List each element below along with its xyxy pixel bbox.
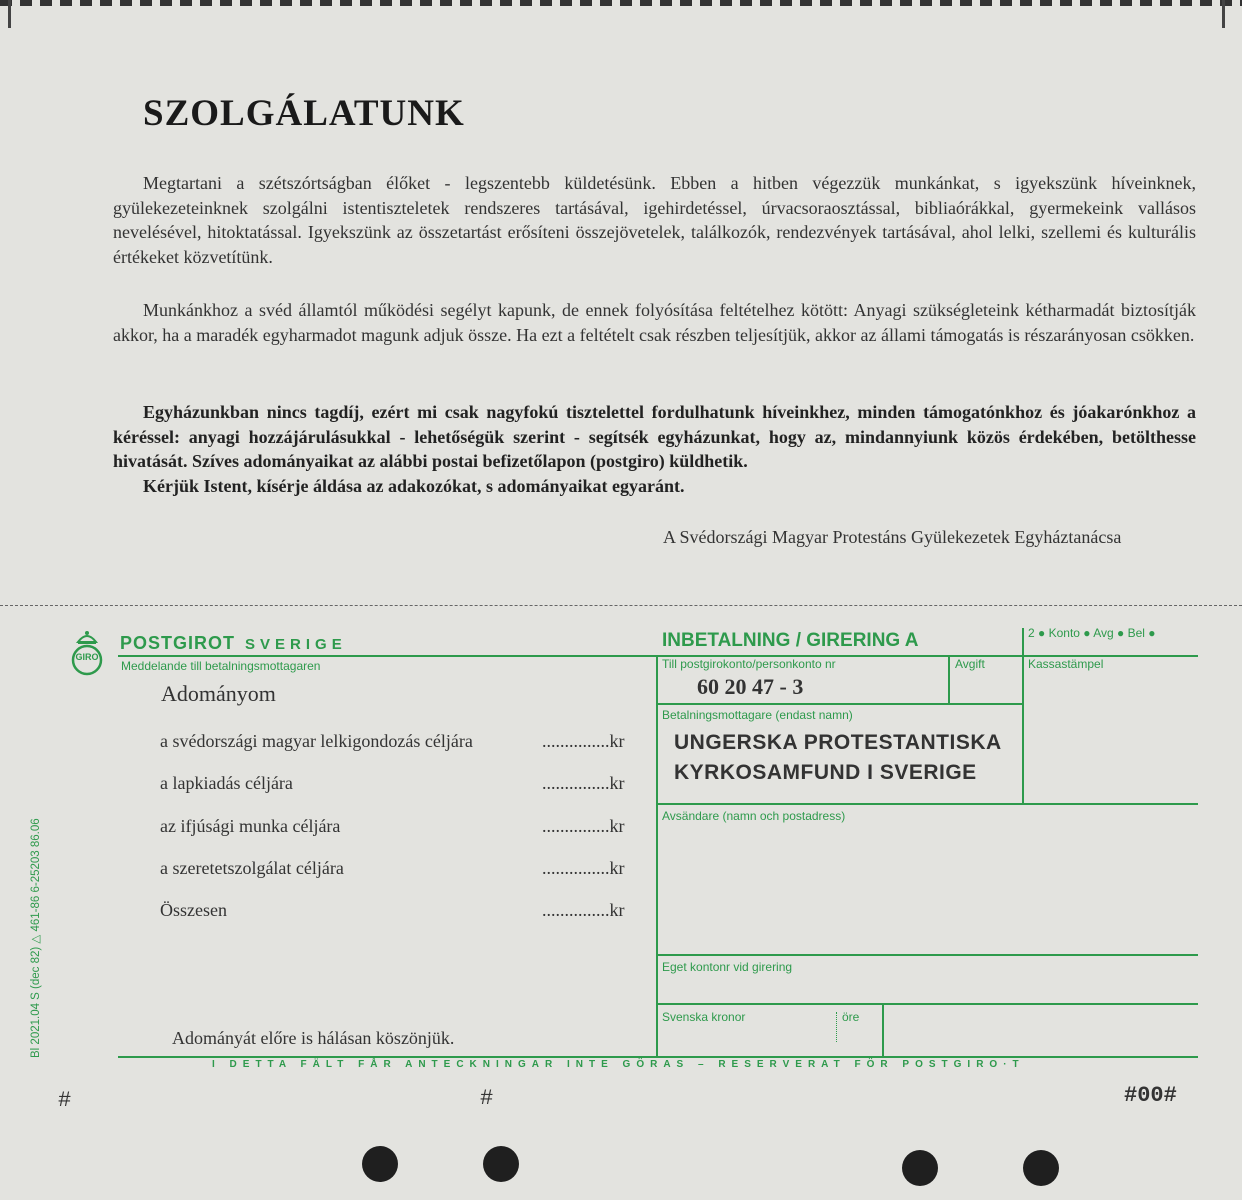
konto-codes: 2 ● Konto ● Avg ● Bel ●: [1028, 626, 1156, 640]
avgift-label: Avgift: [955, 657, 985, 671]
top-perforation: [0, 0, 1242, 6]
print-code: Bl 2021.04 S (dec 82) △ 461-86 6-25203 86.06: [30, 818, 42, 1058]
donation-row: a lapkiadás céljára ...............kr: [160, 773, 625, 793]
message-label: Meddelande till betalningsmottagaren: [121, 659, 321, 673]
form-bottom-rule: [118, 1056, 1198, 1058]
code-hash-right: #00#: [1124, 1083, 1177, 1108]
code-hash-left: #: [58, 1088, 72, 1113]
svg-text:GIRO: GIRO: [75, 652, 99, 662]
page-title: SZOLGÁLATUNK: [143, 93, 465, 134]
account-label: Till postgirokonto/personkonto nr: [662, 657, 836, 671]
kronor-label: Svenska kronor: [662, 1010, 746, 1024]
donation-row: Összesen ...............kr: [160, 900, 625, 920]
konto-divider: [1022, 628, 1024, 656]
own-account-rule: [656, 1003, 1198, 1005]
recipient-rule: [656, 803, 1198, 805]
right-box-left-border: [656, 656, 658, 1056]
ore-divider: [836, 1012, 837, 1042]
sender-label: Avsändare (namn och postadress): [662, 809, 846, 823]
signature: A Svédországi Magyar Protestáns Gyülekezetek Egyháztanácsa: [663, 527, 1122, 547]
donation-row: az ifjúsági munka céljára ...............kr: [160, 816, 625, 836]
kassa-divider: [1022, 656, 1024, 804]
punch-hole: [362, 1146, 398, 1182]
avgift-divider: [948, 656, 950, 704]
reserved-field-text: I DETTA FÄLT FÅR ANTECKNINGAR INTE GÖRAS – RESERVERAT FÖR POSTGIRO·T: [212, 1059, 1025, 1070]
paragraph-3: Egyházunkban nincs tagdíj, ezért mi csak nagyfokú tisztelettel fordulhatunk híveinkhez, minden támogatónkhoz és jóakarónkhoz a kéréssel: anyagi hozzájárulásukkal - lehetőségük szerint - segítsék egyházunkat, hogy az, mindannyiunk közös érdekében, betölthesse hivatását. Szíves adományaikat az alábbi postai befizetőlapon (postgiro) küldhetik.: [113, 402, 1196, 471]
paragraph-4: Kérjük Istent, kísérje áldása az adakozókat, s adományaikat egyaránt.: [143, 476, 685, 496]
kassa-label: Kassastämpel: [1028, 657, 1104, 671]
top-left-mark: [8, 0, 11, 28]
postgiro-logo-icon: [68, 628, 106, 676]
account-number: 60 20 47 - 3: [697, 674, 804, 699]
donation-heading: Adományom: [161, 681, 276, 706]
account-rule: [656, 703, 1024, 705]
form-type: INBETALNING / GIRERING A: [662, 630, 919, 651]
donation-row: a szeretetszolgálat céljára ...............kr: [160, 858, 625, 878]
top-right-mark: [1222, 0, 1225, 28]
sender-rule: [656, 954, 1198, 956]
punch-hole: [1023, 1150, 1059, 1186]
paragraph-1: Megtartani a szétszórtságban élőket - legszentebb küldetésünk. Ebben a hitben végezzük munkánkat, s igyekszünk híveinknek, gyülekezeteinknek szolgálni istentiszteletek rendszeres tartásával, igehirdetéssel, úrvacsoraosztással, bibliaórákkal, gyermekeink vallásos nevelésével, hitoktatással. Igyekszünk az összetartást erősíteni összejövetelek, találkozók, rendezvények tartásával, ahol lelki, szellemi és kulturális értékeket közvetítünk.: [113, 173, 1196, 267]
own-account-label: Eget kontonr vid girering: [662, 960, 793, 974]
postgirot-brand: POSTGIROT SVERIGE: [120, 633, 347, 653]
punch-hole: [902, 1150, 938, 1186]
punch-hole: [483, 1146, 519, 1182]
code-hash-mid: #: [480, 1086, 494, 1111]
recipient-name: UNGERSKA PROTESTANTISKA KYRKOSAMFUND I SVERIGE: [674, 731, 1002, 784]
paragraph-2: Munkánkhoz a svéd államtól működési segélyt kapunk, de ennek folyósítása feltételhez kötött: Anyagi szükségleteink kétharmadát biztosítják akkor, ha a maradék egyharmadot magunk adjuk össze. Ha ezt a feltételt csak részben teljesítjük, akkor az állami támogatás is részarányosan csökken.: [113, 300, 1196, 345]
cut-line: [0, 605, 1242, 606]
kronor-right-border: [882, 1005, 884, 1057]
recipient-label: Betalningsmottagare (endast namn): [662, 708, 853, 722]
thanks-note: Adományát előre is hálásan köszönjük.: [172, 1028, 455, 1048]
donation-row: a svédországi magyar lelkigondozás céljára ...............kr: [160, 731, 625, 751]
ore-label: öre: [842, 1010, 860, 1024]
